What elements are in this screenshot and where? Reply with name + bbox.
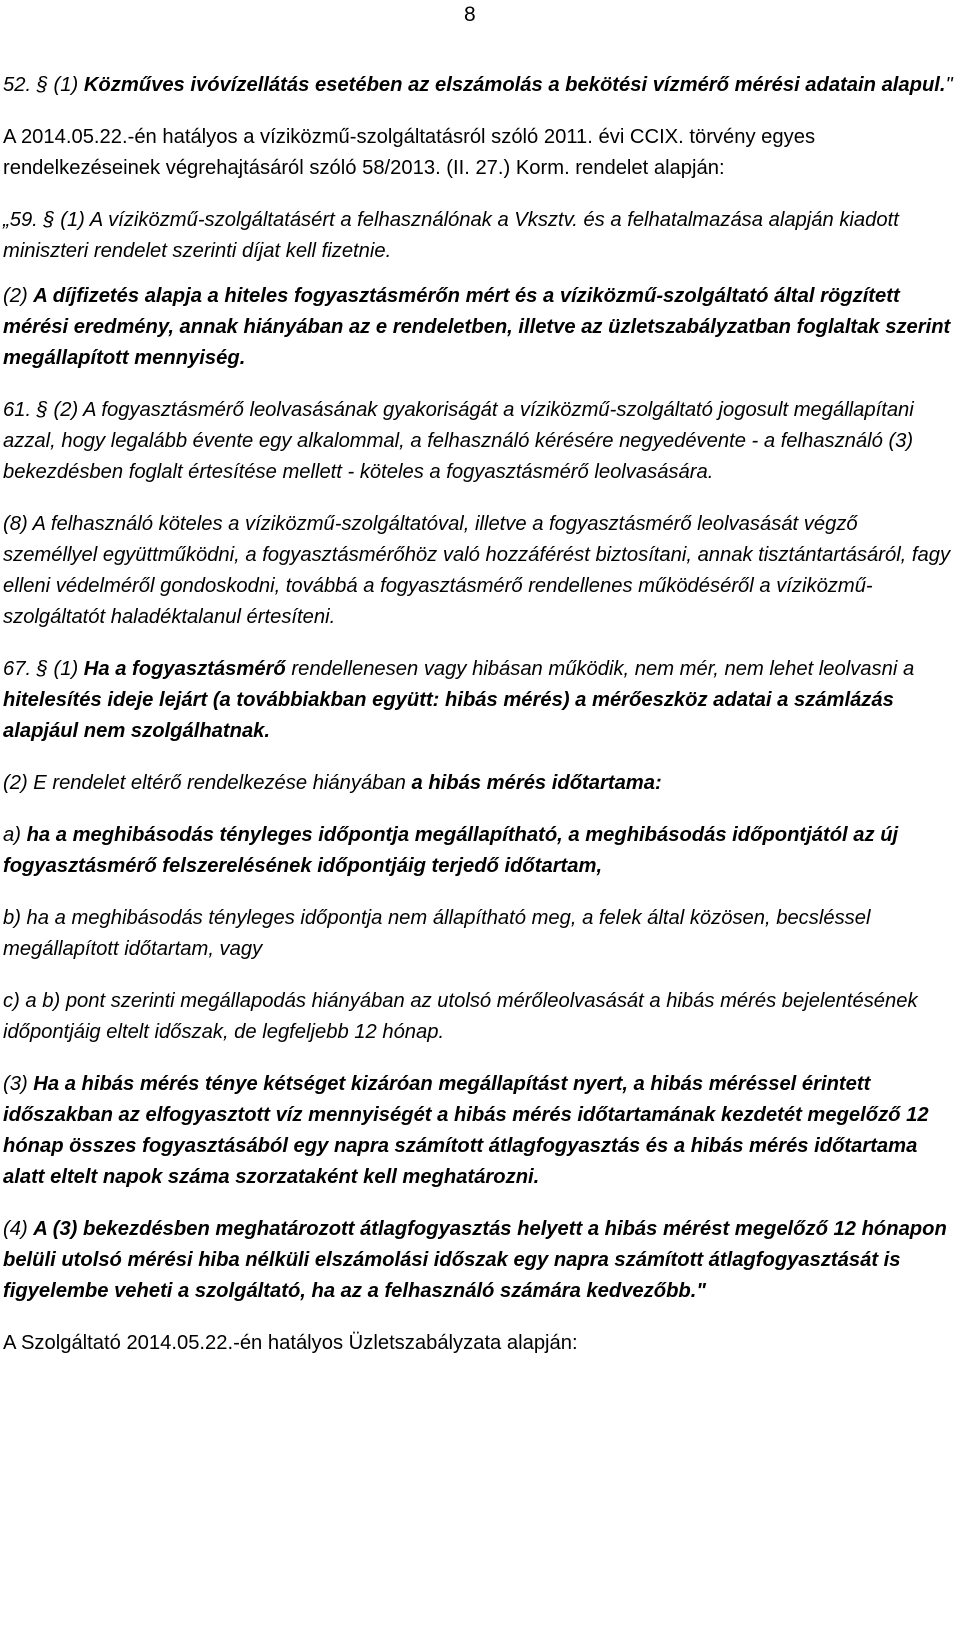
text-run: (2) E rendelet eltérő rendelkezése hiányában xyxy=(3,772,412,794)
text-run: Ha a fogyasztásmérő xyxy=(83,658,286,680)
text-run: A 2014.05.22.-én hatályos a víziközmű-szolgáltatásról szóló 2011. évi CCIX. törvény egyes rendelkezéseinek végrehajtásáról szóló 58/2013. (II. 27.) Korm. rendelet alapján: xyxy=(3,126,816,179)
para-67-4 xyxy=(3,1214,955,1307)
text-run: hitelesítés ideje lejárt (a továbbiakban együtt: hibás mérés) a mérőeszköz adatai a számlázás alapjául nem szolgálhatnak. xyxy=(3,689,894,742)
para-52-1 xyxy=(3,70,955,101)
para-59-2 xyxy=(3,281,955,374)
text-run: § xyxy=(36,74,48,96)
footer-line: A Szolgáltató 2014.05.22.-én hatályos Üzletszabályzata alapján: xyxy=(3,1332,578,1354)
text-run: A (3) bekezdésben meghatározott átlagfogyasztás helyett a hibás mérést megelőző 12 hónapon belüli utolsó mérési hiba nélküli elszámolási időszak egy napra számított átlagfogyasztását is figyelembe veheti a szolgáltató, ha az a felhasználó számára kedvezőbb." xyxy=(3,1218,947,1302)
paragraph-list xyxy=(3,70,955,1307)
text-run: rendellenesen vagy hibásan működik, nem mér, nem lehet leolvasni a xyxy=(285,658,915,680)
text-run: 61. § (2) A fogyasztásmérő leolvasásának gyakoriságát a víziközmű-szolgáltató jogosult megállapítani azzal, hogy legalább évente egy alkalommal, a felhasználó kérésére negyedévente - a felhasználó (3) bekezdésben foglalt értesítése mellett - köteles a fogyasztásmérő leolvasására. xyxy=(3,399,914,483)
text-run: ha a meghibásodás tényleges időpontja megállapítható, a meghibásodás időpontjától az új fogyasztásmérő felszerelésének időpontjáig terjedő időtartam, xyxy=(3,824,899,877)
text-run: (1) xyxy=(47,74,84,96)
para-67-2-b xyxy=(3,903,955,965)
text-run: (8) A felhasználó köteles a víziközmű-szolgáltatóval, illetve a fogyasztásmérő leolvasását végző személlyel együttműködni, a fogyasztásmérőhöz való hozzáférést biztosítani, annak tisztántartásáról, fagy elleni védelméről gondoskodni, továbbá a fogyasztásmérő rendellenes működéséről a víziközmű-szolgáltatót haladéktalanul értesíteni. xyxy=(3,513,951,628)
text-run: (3) xyxy=(3,1073,34,1095)
text-run: „59. § (1) A víziközmű-szolgáltatásért a felhasználónak a Vksztv. és a felhatalmazása alapján kiadott miniszteri rendelet szerinti díjat kell fizetnie. xyxy=(3,209,899,262)
para-67-3 xyxy=(3,1069,955,1193)
text-run: 52. xyxy=(3,74,37,96)
text-run: A díjfizetés alapja a hiteles fogyasztásmérőn mért és a víziközmű-szolgáltató által rögzített mérési eredmény, annak hiányában az e rendeletben, illetve az üzletszabályzatban foglaltak szerint megállapított mennyiség. xyxy=(3,285,951,369)
text-run: b) ha a meghibásodás tényleges időpontja nem állapítható meg, a felek által közösen, becsléssel megállapított időtartam, vagy xyxy=(3,907,871,960)
text-run: Közműves ivóvízellátás esetében az elszámolás a bekötési vízmérő mérési adatain alapul. xyxy=(83,74,946,96)
para-67-2 xyxy=(3,768,955,799)
text-run: a) xyxy=(3,824,27,846)
para-59-1 xyxy=(3,205,955,267)
para-67-1 xyxy=(3,654,955,747)
page-number: 8 xyxy=(464,3,476,26)
text-run: (2) xyxy=(3,285,34,307)
text-run: 67. § (1) xyxy=(3,658,84,680)
para-67-2-c xyxy=(3,986,955,1048)
text-run: " xyxy=(945,74,953,96)
para-61-8 xyxy=(3,509,955,633)
text-run: a hibás mérés időtartama: xyxy=(411,772,662,794)
text-run: (4) xyxy=(3,1218,34,1240)
para-61-2 xyxy=(3,395,955,488)
document-body xyxy=(3,70,955,1359)
para-67-2-a xyxy=(3,820,955,882)
intro-korm-rendelet xyxy=(3,122,955,184)
text-run: c) a b) pont szerinti megállapodás hiányában az utolsó mérőleolvasását a hibás mérés bejelentésének időpontjáig eltelt időszak, de legfeljebb 12 hónap. xyxy=(3,990,918,1043)
text-run: Ha a hibás mérés ténye kétséget kizáróan megállapítást nyert, a hibás méréssel érintett időszakban az elfogyasztott víz mennyiségét a hibás mérés időtartamának kezdetét megelőző 12 hónap összes fogyasztásából egy napra számított átlagfogyasztás és a hibás mérés időtartama alatt eltelt napok száma szorzataként kell meghatározni. xyxy=(3,1073,929,1188)
